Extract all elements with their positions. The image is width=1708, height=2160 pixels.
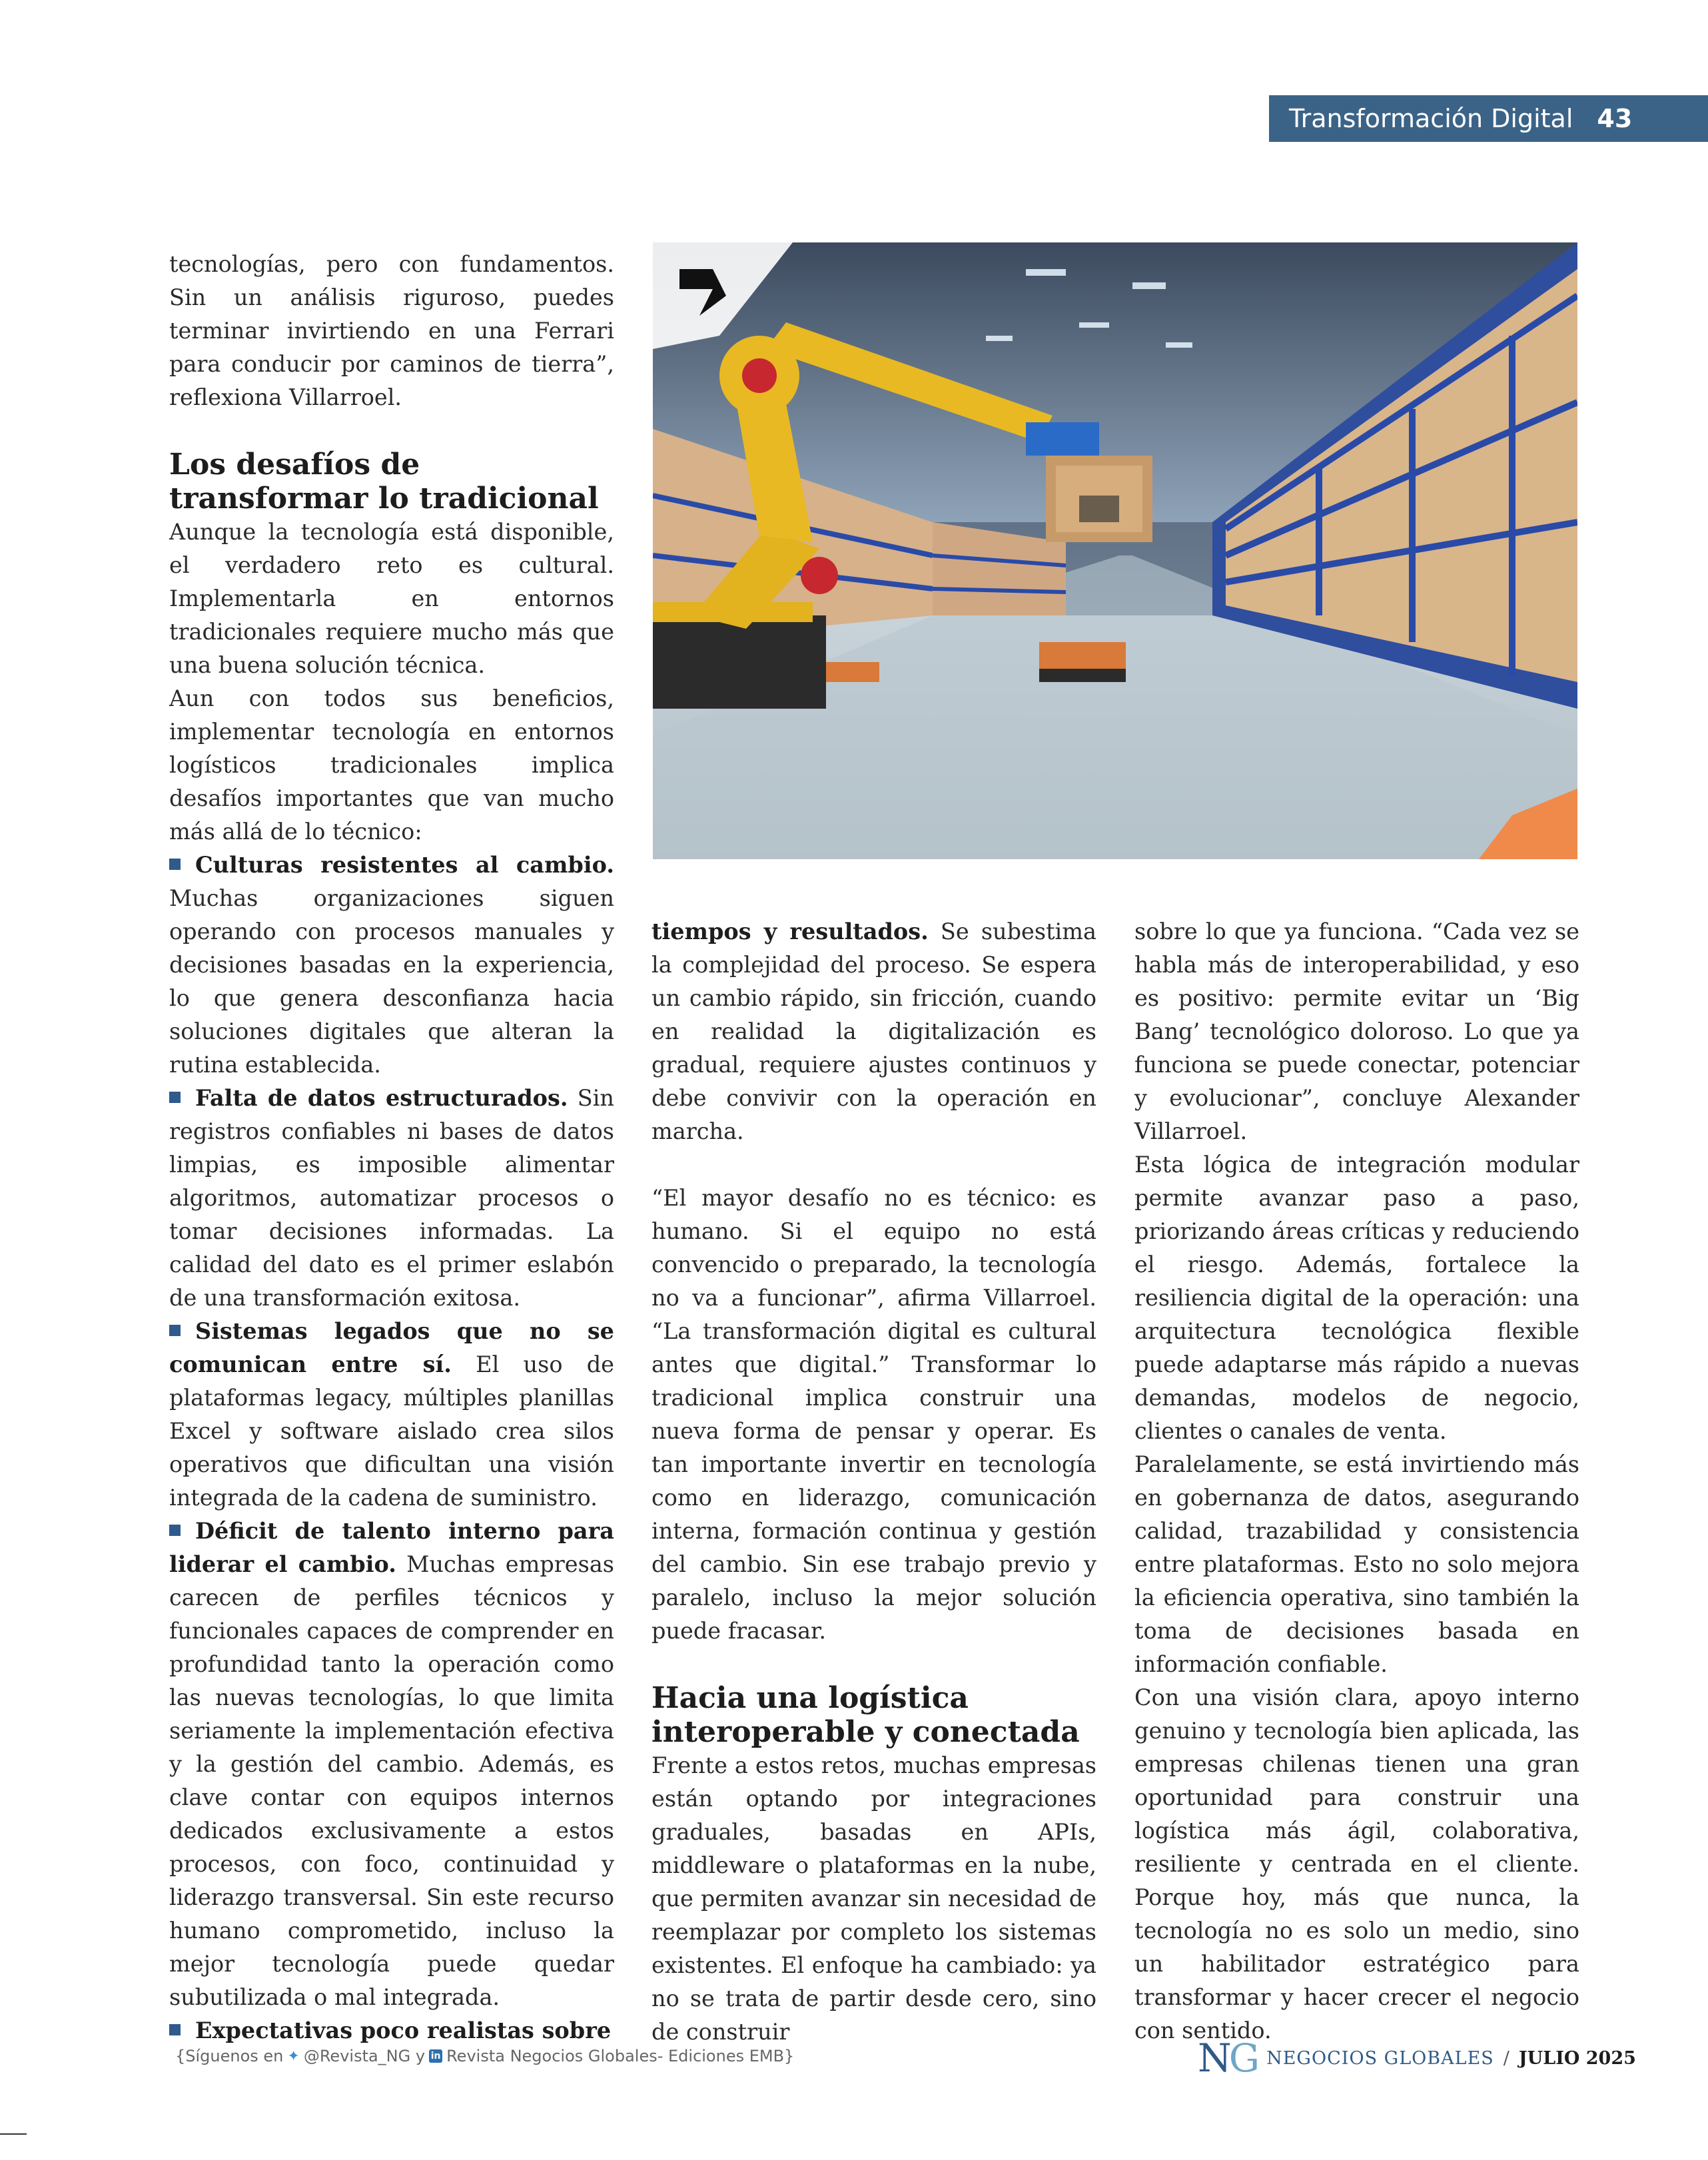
footer-separator: / (1503, 2047, 1509, 2069)
bullet-lead: Culturas resistentes al cambio. (195, 852, 614, 878)
section-title: Transformación Digital (1289, 104, 1573, 133)
logo-letter-g: G (1228, 2035, 1258, 2081)
section-heading: Hacia una logística interoperable y conectada (651, 1681, 1080, 1749)
bullet-text: Muchas empresas carecen de perfiles técnicos y funcionales capaces de comprender en profundidad tanto la operación como las nuevas tecnologías, lo que limita seriamente la implementación efectiva y la gestión del cambio. Además, es clave contar con equipos internos dedicados exclusivamente a estos procesos, con foco, continuidad y liderazgo transversal. Sin este recurso humano comprometido, incluso la mejor tecnología puede quedar subutilizada o mal integrada. (169, 1551, 614, 2010)
bullet-text: Sin registros confiables ni bases de datos limpias, es imposible alimentar algoritmos, automatizar procesos o tomar decisiones informadas. La calidad del dato es el primer eslabón de una transformación exitosa. (169, 1085, 614, 1311)
paragraph: Aunque la tecnología está disponible, el verdadero reto es cultural. Implementarla en entornos tradicionales requiere mucho más que una buena solución técnica. (169, 519, 614, 678)
crop-mark (0, 2133, 27, 2135)
square-bullet-icon (169, 859, 181, 870)
article-column-2 (651, 915, 1096, 2049)
square-bullet-icon (169, 1325, 181, 1336)
magazine-name: NEGOCIOS GLOBALES (1266, 2047, 1494, 2069)
follow-prefix: {Síguenos en (175, 2047, 284, 2065)
paragraph-lead: tiempos y resultados. (651, 918, 929, 944)
paragraph: Con una visión clara, apoyo interno genuino y tecnología bien aplicada, las empresas chilenas tienen una gran oportunidad para construir una logística más ágil, colaborativa, resiliente y centrada en el cliente. Porque hoy, más que nunca, la tecnología no es solo un medio, sino un habilitador estratégico para transformar y hacer crecer el negocio con sentido. (1134, 1684, 1579, 2043)
bullet-item (169, 1515, 614, 2014)
logo-letter-n: N (1198, 2035, 1229, 2081)
bullet-item (169, 2014, 614, 2047)
paragraph: Esta lógica de integración modular permite avanzar paso a paso, priorizando áreas críticas y reduciendo el riesgo. Además, fortalece la resiliencia digital de la operación: una arquitectura tecnológica flexible puede adaptarse más rápido a nuevas demandas, modelos de negocio, clientes o canales de venta. (1134, 1152, 1579, 1444)
linkedin-page[interactable]: Revista Negocios Globales- Ediciones EMB} (446, 2047, 795, 2065)
article-column-3 (1134, 915, 1579, 2047)
issue-date: JULIO 2025 (1518, 2047, 1636, 2069)
twitter-handle[interactable]: @Revista_NG y (303, 2047, 426, 2065)
ng-logo (1198, 2035, 1257, 2081)
paragraph-text: Se subestima la complejidad del proceso. Se espera un cambio rápido, sin fricción, cuando en realidad la digitalización es gradual, requiere ajustes continuos y debe convivir con la operación en marcha. (651, 918, 1096, 1144)
paragraph (651, 915, 1096, 1148)
bullet-lead: Déficit de talento interno para liderar el cambio. (169, 1518, 614, 1577)
paragraph: Aun con todos sus beneficios, implementar tecnología en entornos logísticos tradicionales implica desafíos importantes que van mucho más allá de lo técnico: (169, 685, 614, 845)
paragraph: sobre lo que ya funciona. “Cada vez se habla más de interoperabilidad, y eso es positivo: permite evitar un ‘Big Bang’ tecnológico doloroso. Lo que ya funciona se puede conectar, potenciar y evolucionar”, concluye Alexander Villarroel. (1134, 918, 1579, 1144)
paragraph: Paralelamente, se está invirtiendo más en gobernanza de datos, asegurando calidad, trazabilidad y consistencia entre plataformas. Esto no solo mejora la eficiencia operativa, sino también la toma de decisiones basada en información confiable. (1134, 1451, 1579, 1677)
page-number: 43 (1597, 104, 1633, 133)
paragraph: tecnologías, pero con fundamentos. Sin un análisis riguroso, puedes terminar invirtiendo en una Ferrari para conducir por caminos de tierra”, reflexiona Villarroel. (169, 251, 614, 410)
warehouse-illustration (653, 242, 1577, 859)
paragraph: Frente a estos retos, muchas empresas están optando por integraciones graduales, basadas en APIs, middleware o plataformas en la nube, que permiten avanzar sin necesidad de reemplazar por completo los sistemas existentes. El enfoque ha cambiado: ya no se trata de partir desde cero, sino de construir (651, 1752, 1096, 2045)
square-bullet-icon (169, 1092, 181, 1103)
bullet-text: Muchas organizaciones siguen operando con procesos manuales y decisiones basadas en la experiencia, lo que genera desconfianza hacia soluciones digitales que alteran la rutina establecida. (169, 885, 614, 1078)
section-header (1269, 95, 1708, 142)
linkedin-icon: in (429, 2049, 442, 2063)
section-heading: Los desafíos de transformar lo tradicional (169, 448, 599, 516)
bullet-lead: Sistemas legados que no se comunican entre sí. (169, 1318, 614, 1377)
twitter-icon: ✦ (287, 2047, 300, 2065)
bullet-item (169, 1315, 614, 1515)
square-bullet-icon (169, 2024, 181, 2035)
warehouse-robot-photo (653, 242, 1577, 859)
bullet-text: El uso de plataformas legacy, múltiples planillas Excel y software aislado crea silos operativos que dificultan una visión integrada de la cadena de suministro. (169, 1351, 614, 1511)
bullet-lead: Falta de datos estructurados. (195, 1085, 568, 1111)
bullet-lead: Expectativas poco realistas sobre (195, 2017, 612, 2043)
square-bullet-icon (169, 1525, 181, 1536)
paragraph: “El mayor desafío no es técnico: es humano. Si el equipo no está convencido o preparado, la tecnología no va a funcionar”, afirma Villarroel. “La transformación digital es cultural antes que digital.” Transformar lo tradicional implica construir una nueva forma de pensar y operar. Es tan importante invertir en tecnología como en liderazgo, comunicación interna, formación continua y gestión del cambio. Sin ese trabajo previo y paralelo, incluso la mejor solución puede fracasar. (651, 1185, 1096, 1644)
article-column-1 (169, 248, 614, 2047)
social-footer (175, 2047, 794, 2065)
bullet-item (169, 849, 614, 1082)
bullet-item (169, 1082, 614, 1315)
magazine-footer (1198, 2035, 1636, 2081)
